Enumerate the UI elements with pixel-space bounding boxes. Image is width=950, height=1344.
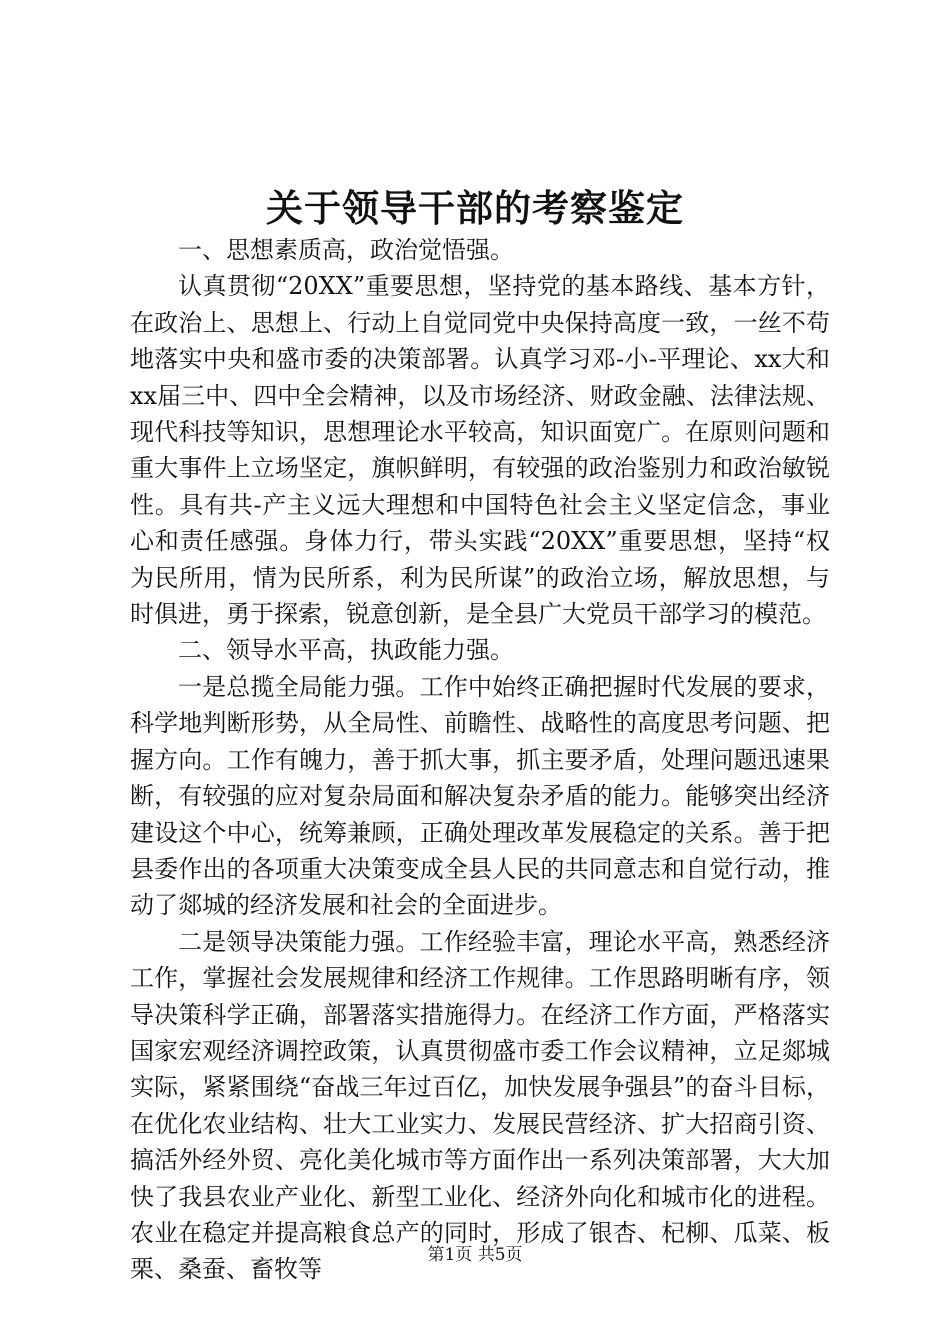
- section-heading: 二、领导水平高，执政能力强。: [178, 636, 514, 665]
- body-paragraph: 二是领导决策能力强。工作经验丰富，理论水平高，熟悉经济工作，掌握社会发展规律和经济工作规律。工作思路明晰有序，领导决策科学正确，部署落实措施得力。在经济工作方面，严格落实国家宏观经济调控政策，认真贯彻盛市委工作会议精神，立足郯城实际，紧紧围绕“奋战三年过百亿，加快发展争强县”的奋斗目标，在优化农业结构、壮大工业实力、发展民营经济、扩大招商引资、搞活外经外贸、亮化美化城市等方面作出一系列决策部署，大大加快了我县农业产业化、新型工业化、经济外向化和城市化的进程。农业在稳定并提高粮食总产的同时，形成了银杏、杞柳、瓜菜、板栗、桑蚕、畜牧等: [130, 927, 830, 1284]
- section-heading: 一、思想素质高，政治觉悟强。: [178, 236, 514, 264]
- body-paragraph: 一是总揽全局能力强。工作中始终正确把握时代发展的要求，科学地判断形势，从全局性、前瞻性、战略性的高度思考问题、把握方向。工作有魄力，善于抓大事，抓主要矛盾，处理问题迅速果断，有较强的应对复杂局面和解决复杂矛盾的能力。能够突出经济建设这个中心，统筹兼顾，正确处理改革发展稳定的关系。善于把县委作出的各项重大决策变成全县人民的共同意志和自觉行动，推动了郯城的经济发展和社会的全面进步。: [130, 672, 830, 920]
- document-body: [130, 232, 830, 1288]
- page-number: 第1页 共5页: [427, 1245, 523, 1265]
- page-footer: [0, 1244, 950, 1266]
- body-paragraph: 认真贯彻“20XX”重要思想，坚持党的基本路线、基本方针，在政治上、思想上、行动上自觉同党中央保持高度一致，一丝不苟地落实中央和盛市委的决策部署。认真学习邓-小-平理论、xx大和xx届三中、四中全会精神，以及市场经济、财政金融、法律法规、现代科技等知识，思想理论水平较高，知识面宽广。在原则问题和重大事件上立场坚定，旗帜鲜明，有较强的政治鉴别力和政治敏锐性。具有共-产主义远大理想和中国特色社会主义坚定信念，事业心和责任感强。身体力行，带头实践“20XX”重要思想，坚持“权为民所用，情为民所系，利为民所谋”的政治立场，解放思想，与时俱进，勇于探索，锐意创新，是全县广大党员干部学习的模范。: [130, 272, 830, 629]
- document-title: 关于领导干部的考察鉴定: [266, 187, 684, 230]
